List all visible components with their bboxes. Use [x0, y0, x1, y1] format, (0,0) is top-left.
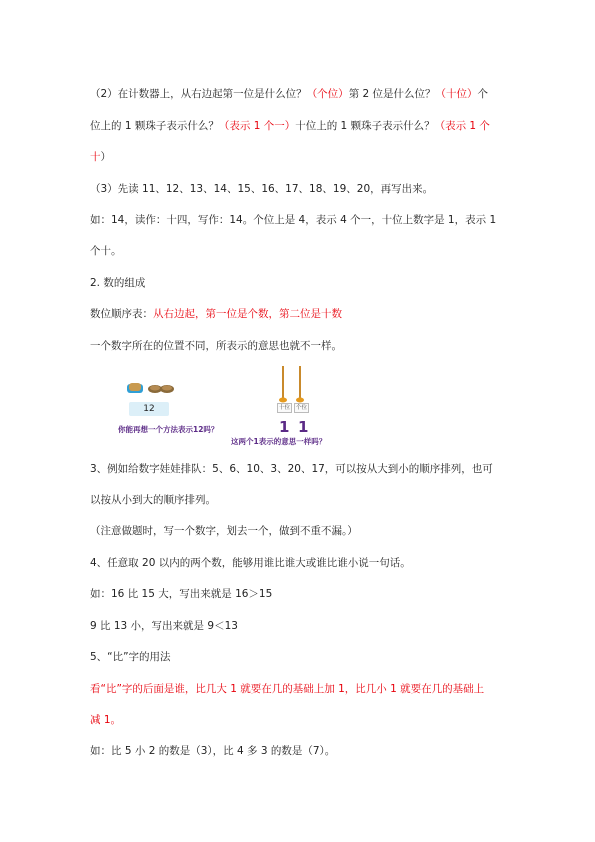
- text-segment: 如：14，读作：十四，写作：14。个位上是 4，表示 4 个一，十位上数字是 1，表示 1: [90, 214, 497, 226]
- figure-caption-right: 这两个1表示的意思一样吗？: [231, 437, 327, 446]
- number-card: 12: [129, 402, 169, 416]
- text-line: [90, 339, 342, 353]
- text-segment: 9 比 13 小，写出来就是 9＜13: [90, 620, 238, 632]
- text-segment: 数位顺序表：: [90, 308, 153, 320]
- text-line: [90, 307, 342, 321]
- text-segment: 个十。: [90, 245, 122, 257]
- text-segment: 5、“比”字的用法: [90, 651, 171, 663]
- text-segment: 如：16 比 15 大，写出来就是 16＞15: [90, 588, 273, 600]
- text-line: [90, 682, 484, 696]
- highlighted-answer: 减 1。: [90, 714, 122, 726]
- text-line: [90, 276, 145, 290]
- text-segment: 一个数字所在的位置不同，所表示的意思也就不一样。: [90, 340, 342, 352]
- text-segment: 十位上的 1 颗珠子表示什么？: [295, 120, 435, 132]
- text-line: [90, 213, 496, 227]
- highlighted-answer: 十: [90, 151, 101, 163]
- ones-digit: 1: [298, 418, 309, 436]
- text-segment: 第 2 位是什么位？: [348, 88, 436, 100]
- ones-place-label: 个位: [296, 405, 308, 411]
- text-line: [90, 619, 238, 633]
- text-segment: 2. 数的组成: [90, 277, 146, 289]
- text-line: [90, 119, 490, 133]
- text-segment: 4、任意取 20 以内的两个数，能够用谁比谁大或谁比谁小说一句话。: [90, 557, 411, 569]
- text-segment: 以按从小到大的顺序排列。: [90, 494, 216, 506]
- highlighted-answer: （十位）: [435, 88, 478, 100]
- text-line: [90, 744, 335, 758]
- text-line: [90, 524, 358, 538]
- tens-digit: 1: [279, 418, 290, 436]
- text-segment: （3）先读 11、12、13、14、15、16、17、18、19、20，再写出来。: [90, 183, 434, 195]
- text-line: [90, 87, 488, 101]
- highlighted-answer: 从右边起，第一位是个数，第二位是十数: [153, 308, 342, 320]
- place-value-illustration: [118, 366, 350, 446]
- highlighted-answer: （个位）: [306, 88, 349, 100]
- text-line: [90, 182, 433, 196]
- text-line: [90, 244, 122, 258]
- text-line: [90, 650, 171, 664]
- text-line: [90, 150, 111, 164]
- highlighted-answer: 看“比”字的后面是谁，比几大 1 就要在几的基础上加 1，比几小 1 就要在几的基础上: [90, 683, 485, 695]
- text-segment: 如：比 5 小 2 的数是（3），比 4 多 3 的数是（7）。: [90, 745, 336, 757]
- text-segment: （2）在计数器上，从右边起第一位是什么位？: [90, 88, 307, 100]
- highlighted-answer: （表示 1 个: [434, 120, 490, 132]
- figure-caption-left: 你能再想一个方法表示12吗？: [118, 425, 219, 434]
- text-line: [90, 713, 121, 727]
- highlighted-answer: （表示 1 个一）: [218, 120, 296, 132]
- tens-place-label: 十位: [279, 405, 291, 411]
- text-segment: （注意做题时，写一个数字，划去一个，做到不重不漏。）: [90, 525, 358, 537]
- text-line: [90, 587, 272, 601]
- text-segment: 个: [477, 88, 489, 100]
- text-segment: 3、例如给数字娃娃排队：5、6、10、3、20、17，可以按从大到小的顺序排列，也可: [90, 463, 493, 475]
- text-line: [90, 462, 493, 476]
- counting-stones-image: [118, 366, 188, 402]
- text-segment: ）: [100, 151, 111, 163]
- counter-rods-image: [268, 366, 328, 406]
- text-segment: 位上的 1 颗珠子表示什么？: [90, 120, 219, 132]
- text-line: [90, 493, 216, 507]
- text-line: [90, 556, 411, 570]
